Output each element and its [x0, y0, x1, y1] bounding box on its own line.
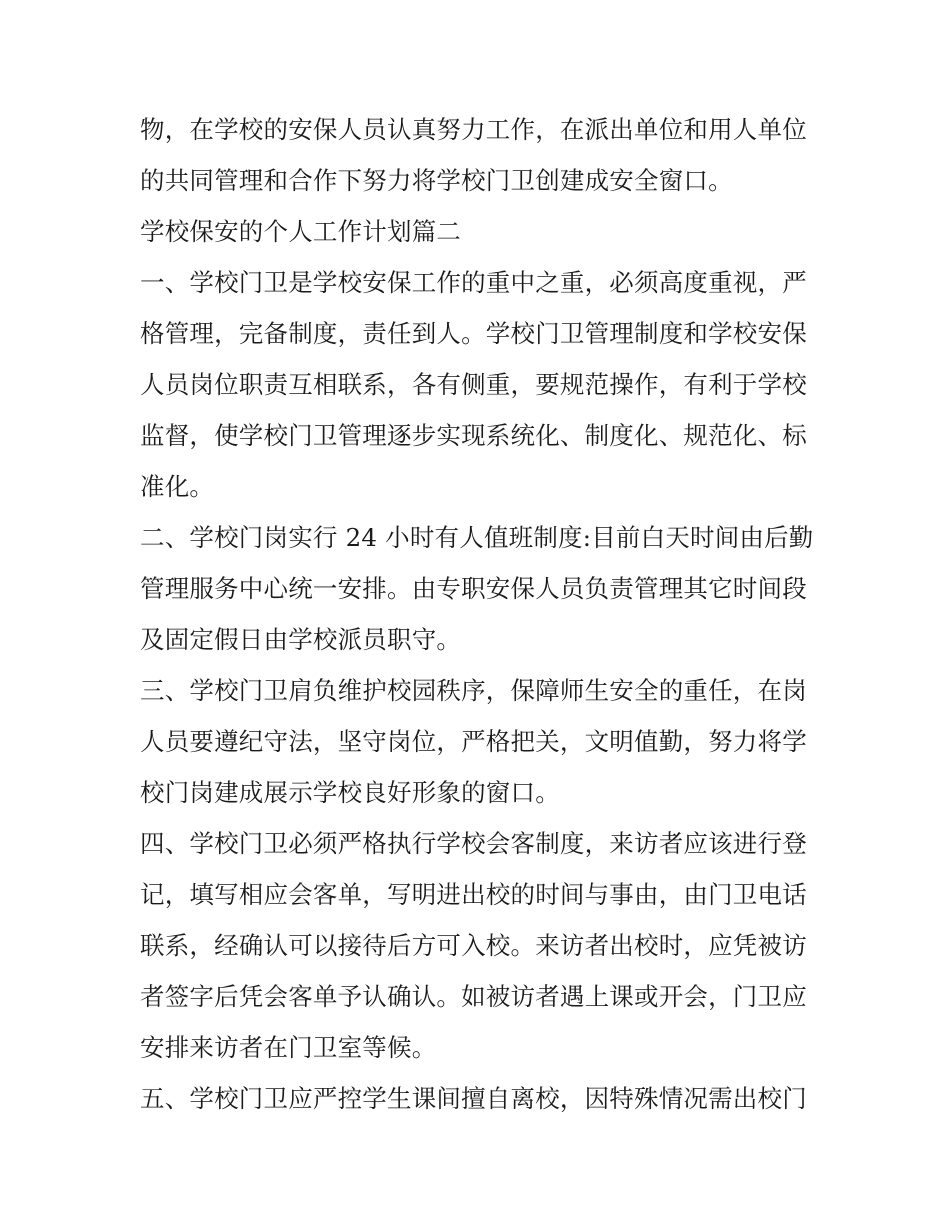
text-line: 人员岗位职责互相联系，各有侧重，要规范操作，有利于学校	[140, 370, 807, 399]
text-line: 人员要遵纪守法，坚守岗位，严格把关，文明值勤，努力将学	[140, 727, 807, 756]
text-line: 校门岗建成展示学校良好形象的窗口。	[140, 778, 560, 807]
section-heading: 学校保安的个人工作计划篇二	[140, 217, 462, 246]
text-line: 管理服务中心统一安排。由专职安保人员负责管理其它时间段	[140, 574, 807, 603]
text-line: 及固定假日由学校派员职守。	[140, 625, 462, 654]
text-line: 监督，使学校门卫管理逐步实现系统化、制度化、规范化、标	[140, 421, 807, 450]
text-line: 四、学校门卫必须严格执行学校会客制度，来访者应该进行登	[140, 829, 807, 858]
text-line: 的共同管理和合作下努力将学校门卫创建成安全窗口。	[140, 166, 733, 195]
text-line: 二、学校门岗实行 24 小时有人值班制度:目前白天时间由后勤	[140, 523, 814, 552]
text-line: 物，在学校的安保人员认真努力工作，在派出单位和用人单位	[140, 115, 807, 144]
text-line: 准化。	[140, 472, 215, 501]
text-line: 者签字后凭会客单予认确认。如被访者遇上课或开会，门卫应	[140, 982, 807, 1011]
text-line: 格管理，完备制度，责任到人。学校门卫管理制度和学校安保	[140, 319, 807, 348]
text-line: 一、学校门卫是学校安保工作的重中之重，必须高度重视，严	[140, 268, 807, 297]
text-line: 联系，经确认可以接待后方可入校。来访者出校时，应凭被访	[140, 931, 807, 960]
text-line: 三、学校门卫肩负维护校园秩序，保障师生安全的重任，在岗	[140, 676, 807, 705]
text-line: 五、学校门卫应严控学生课间擅自离校，因特殊情况需出校门	[140, 1084, 807, 1113]
text-line: 记，填写相应会客单，写明进出校的时间与事由，由门卫电话	[140, 880, 807, 909]
text-line: 安排来访者在门卫室等候。	[140, 1033, 437, 1062]
